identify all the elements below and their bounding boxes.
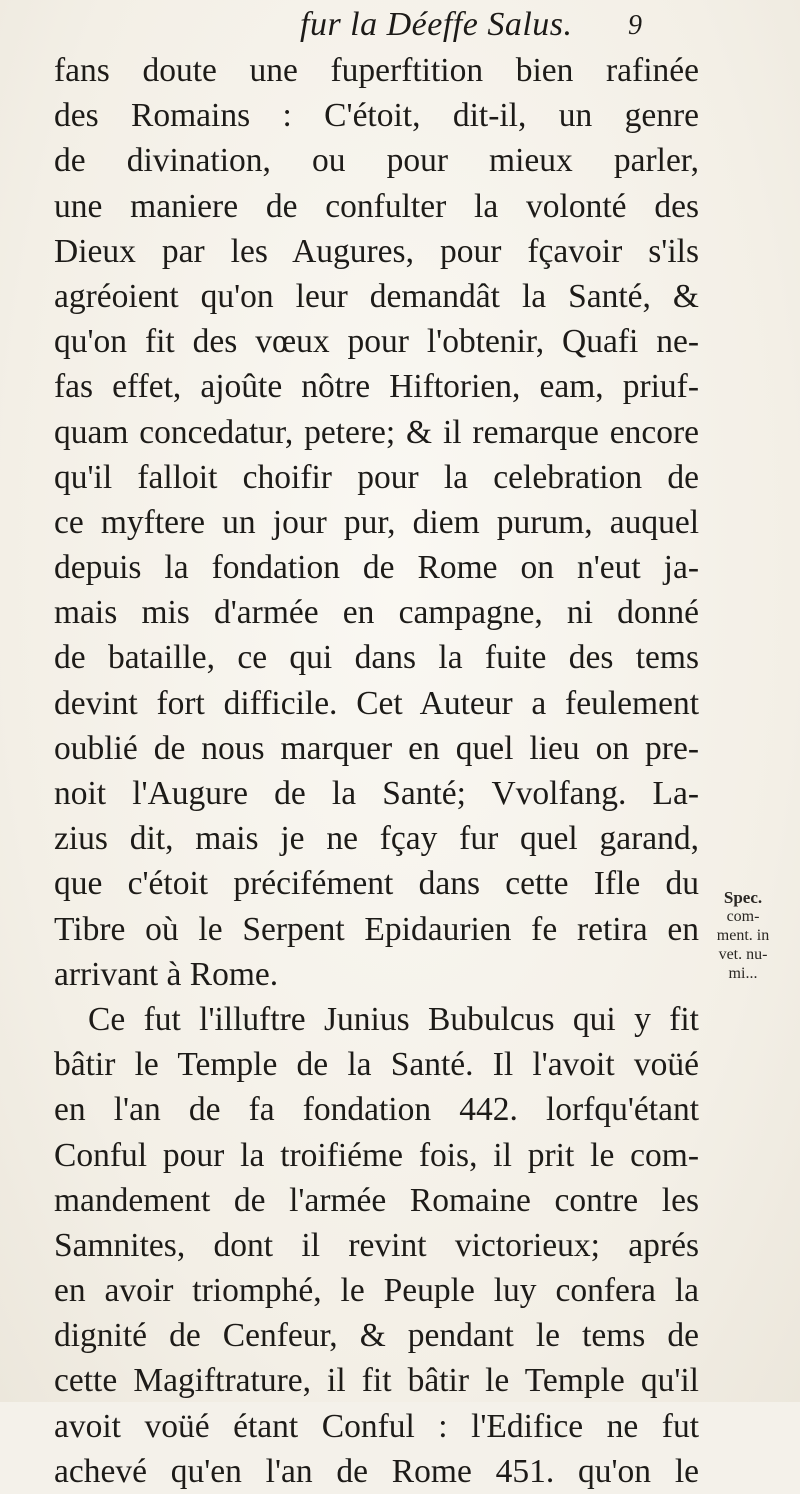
text-line: quam concedatur, petere; & il remarque encore [54,413,699,451]
text-line: de divination, ou pour mieux parler, [54,142,699,180]
text-line: dignité de Cenfeur, & pendant le tems de [54,1317,699,1355]
text-line: qu'il falloit choifir pour la celebration de [54,458,699,496]
page-number: 9 [628,10,642,41]
margin-note-line: com- [726,908,760,925]
text-line: oublié de nous marquer en quel lieu on pre- [54,729,699,767]
text-line: des Romains : C'étoit, dit-il, un genre [54,97,699,135]
text-line: agréoient qu'on leur demandât la Santé, & [54,277,699,315]
margin-note [708,888,778,983]
text-line: zius dit, mais je ne fçay fur quel garand, [54,820,699,858]
text-line: en l'an de fa fondation 442. lorfqu'étant [54,1091,699,1129]
text-line: mandement de l'armée Romaine contre les [54,1181,699,1219]
text-line: noit l'Augure de la Santé; Vvolfang. La- [54,775,699,812]
page-header [0,6,800,50]
text-line: mais mis d'armée en campagne, ni donné [54,594,699,632]
margin-note-line: vet. nu- [718,946,768,963]
text-line: Ce fut l'illuftre Junius Bubulcus qui y fit [88,1000,699,1038]
text-line: que c'étoit précifément dans cette Ifle du [54,865,699,903]
text-line: Dieux par les Augures, pour fçavoir s'ils [54,232,699,270]
running-title: fur la Déeffe Salus. [300,6,573,43]
text-line: de bataille, ce qui dans la fuite des tems [54,639,699,677]
text-line: achevé qu'en l'an de Rome 451. qu'on le [54,1452,699,1490]
text-line: arrivant à Rome. [54,955,279,993]
text-line: Conful pour la troifiéme fois, il prit le com- [54,1136,699,1174]
margin-note-line: mi... [728,965,758,982]
text-line: ce myftere un jour pur, diem purum, auquel [54,503,699,541]
text-line: avoit voüé étant Conful : l'Edifice ne fut [54,1407,699,1445]
text-line: Samnites, dont il revint victorieux; aprés [54,1226,699,1264]
body-text [54,48,699,1494]
text-line: fas effet, ajoûte nôtre Hiftorien, eam, priuf- [54,368,699,406]
margin-note-line: ment. in [716,927,770,944]
text-line: depuis la fondation de Rome on n'eut ja- [54,549,699,587]
margin-note-line: Spec. [723,888,763,907]
text-line: devint fort difficile. Cet Auteur a feulement [54,684,699,722]
text-line: Tibre où le Serpent Epidaurien fe retira en [54,910,699,948]
text-line: cette Magiftrature, il fit bâtir le Temple qu'il [54,1362,699,1400]
text-line: bâtir le Temple de la Santé. Il l'avoit voüé [54,1046,699,1084]
text-line: une maniere de confulter la volonté des [54,187,699,225]
text-line: qu'on fit des vœux pour l'obtenir, Quafi ne- [54,323,699,361]
text-line: fans doute une fuperftition bien rafinée [54,52,699,89]
text-line: en avoir triomphé, le Peuple luy confera la [54,1272,699,1310]
